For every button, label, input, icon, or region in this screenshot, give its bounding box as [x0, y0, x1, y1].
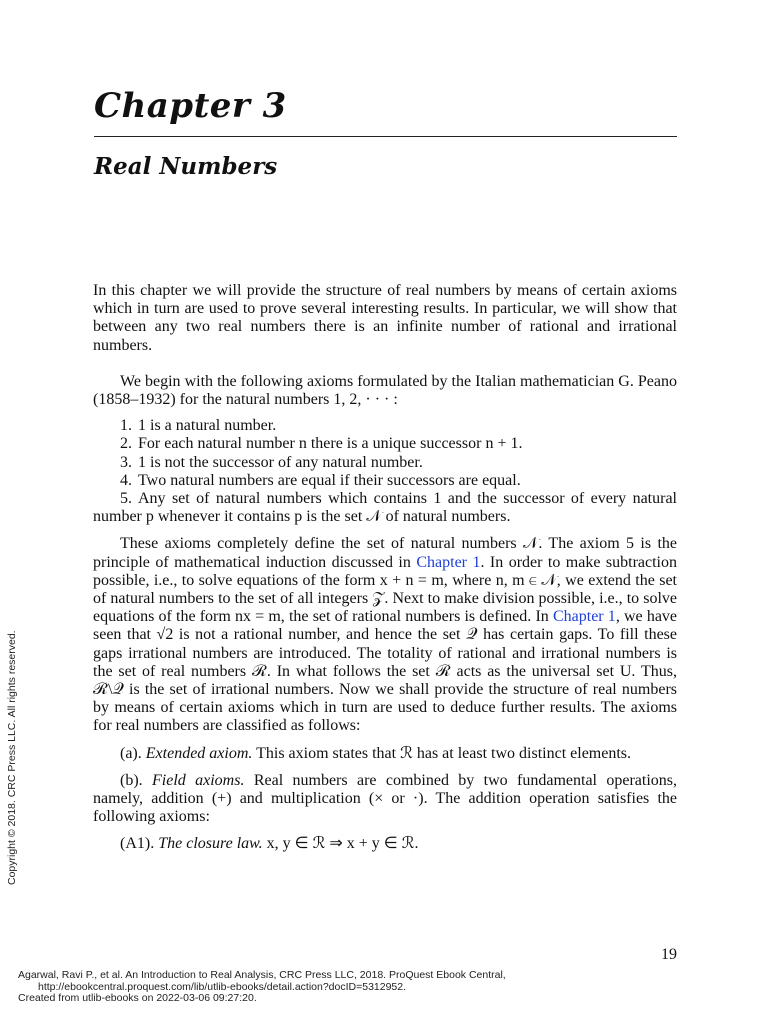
citation-line: Agarwal, Ravi P., et al. An Introduction to Real Analysis, CRC Press LLC, 2018. ProQuest Ebook Central,: [18, 969, 506, 981]
side-copyright: Copyright © 2018. CRC Press LLC. All rights reserved.: [6, 630, 18, 885]
field-axioms-paragraph: (b). Field axioms. Real numbers are combined by two fundamental operations, namely, addition (+) and multiplication (× or ·). The addition operation satisfies the following axioms:: [93, 771, 677, 826]
chapter-body: [93, 282, 677, 854]
list-item: 3. 1 is not the successor of any natural number.: [120, 453, 423, 471]
list-item: 2. For each natural number n there is a unique successor n + 1.: [120, 435, 523, 453]
chapter-title: Real Numbers: [94, 153, 278, 180]
citation-url[interactable]: http://ebookcentral.proquest.com/lib/utlib-ebooks/detail.action?docID=5312952.: [38, 980, 407, 993]
citation-footer: [18, 970, 758, 1005]
chapter-1-link-second[interactable]: Chapter 1: [552, 608, 616, 626]
closure-law-paragraph: (A1). The closure law. x, y ∈ ℛ ⇒ x + y ∈ ℛ.: [120, 835, 419, 853]
extended-axiom-paragraph: (a). Extended axiom. This axiom states that ℛ has at least two distinct elements.: [120, 744, 632, 762]
chapter-1-link[interactable]: Chapter 1: [416, 553, 481, 571]
list-item: 4. Two natural numbers are equal if their successors are equal.: [120, 471, 521, 489]
page-number: 19: [661, 946, 677, 963]
peano-axiom-list: [93, 417, 677, 526]
list-item: 5. Any set of natural numbers which contains 1 and the successor of every natural number p whenever it contains p is the set 𝒩 of natural numbers.: [93, 490, 677, 526]
intro-paragraph: In this chapter we will provide the structure of real numbers by means of certain axioms which in turn are used to prove several interesting results. In particular, we will show that between any two real numbers there is an infinite number of rational and irrational numbers.: [93, 282, 677, 354]
peano-intro-paragraph: We begin with the following axioms formulated by the Italian mathematician G. Peano (1858–1932) for the natural numbers 1, 2, · · · :: [93, 372, 677, 409]
list-item: 1. 1 is a natural number.: [120, 417, 277, 435]
citation-line: Created from utlib-ebooks on 2022-03-06 09:27:20.: [18, 992, 257, 1004]
chapter-number: Chapter 3: [94, 86, 287, 126]
chapter-rule: [94, 136, 677, 137]
axioms-paragraph: These axioms completely define the set of natural numbers 𝒩. The axiom 5 is the principle of mathematical induction discussed in Chapter 1. In order to make subtraction possible, i.e., to solve equations of the form x + n = m, where n, m ∈ 𝒩, we extend the set of natural numbers to the set of all integers 𝒵. Next to make division possible, i.e., to solve equations of the form nx = m, the set of rational numbers is defined. In Chapter 1, we have seen that √2 is not a rational number, and hence the set 𝒬 has certain gaps. To fill these gaps irrational numbers are introduced. The totality of rational and irrational numbers is the set of real numbers ℛ. In what follows the set ℛ acts as the universal set U. Thus, ℛ\𝒬 is the set of irrational numbers. Now we shall provide the structure of real numbers by means of certain axioms which in turn are used to deduce further results. The axioms for real numbers are classified as follows:: [93, 535, 678, 735]
